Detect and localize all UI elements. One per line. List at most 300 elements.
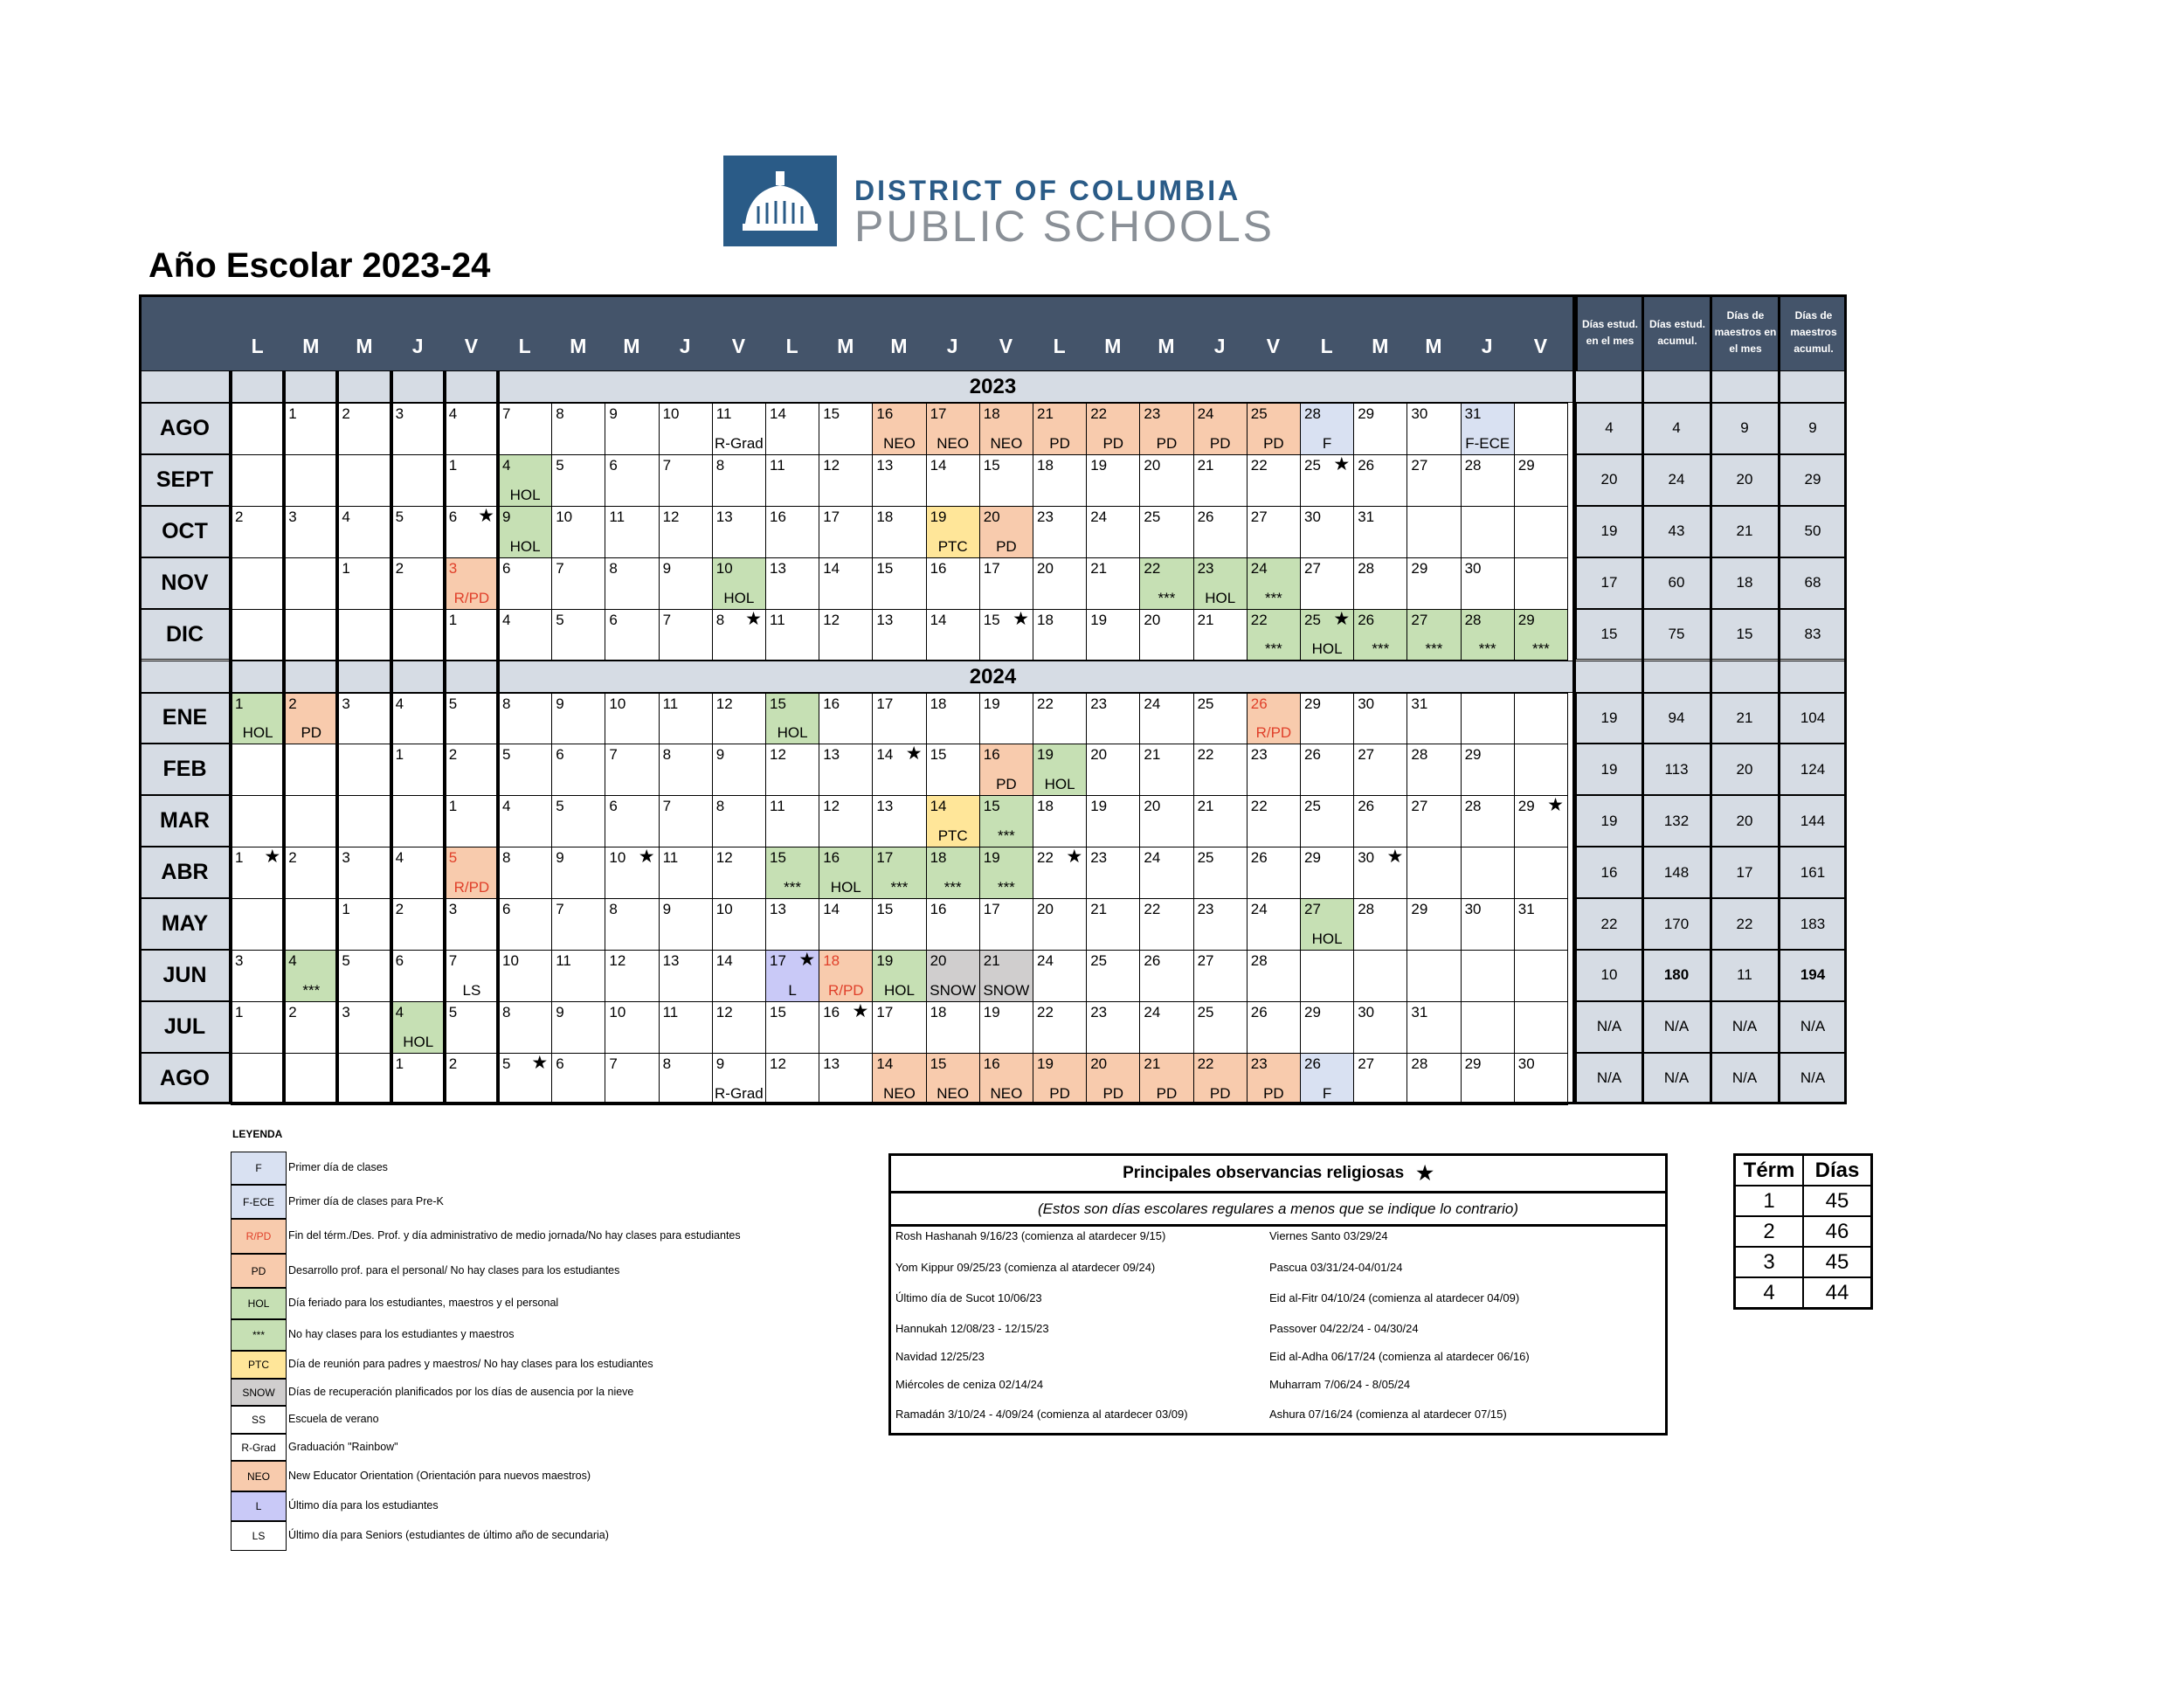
day-number: 26 bbox=[1304, 1055, 1321, 1072]
weekday-header: V bbox=[464, 335, 479, 357]
day-number: 18 bbox=[876, 508, 894, 525]
day-number: 29 bbox=[1304, 849, 1321, 867]
day-number: 3 bbox=[342, 695, 350, 712]
stat-cell: 29 bbox=[1779, 454, 1847, 506]
day-number: 10 bbox=[609, 695, 626, 712]
weekday-header: J bbox=[1213, 335, 1226, 357]
day-number: 27 bbox=[1411, 798, 1428, 815]
observance-item: Passover 04/22/24 - 04/30/24 bbox=[1269, 1322, 1419, 1335]
day-number: 15 bbox=[770, 1003, 786, 1020]
day-number: 17 bbox=[983, 901, 1000, 918]
term-days: 44 bbox=[1803, 1277, 1872, 1309]
month-label: MAR bbox=[139, 795, 231, 847]
day-number: 21 bbox=[1144, 1055, 1161, 1072]
day-number: 22 bbox=[1250, 611, 1268, 628]
observance-item: Último día de Sucot 10/06/23 bbox=[895, 1291, 1042, 1304]
day-number: 15 bbox=[983, 611, 1000, 628]
day-number: 24 bbox=[1037, 952, 1054, 969]
legend-text: Último día para Seniors (estudiantes de último año de secundaria) bbox=[288, 1529, 609, 1541]
day-number: 20 bbox=[1090, 1055, 1108, 1072]
day-code: *** bbox=[784, 879, 802, 896]
day-number: 8 bbox=[556, 405, 564, 422]
religious-observances-box bbox=[888, 1153, 1668, 1435]
legend-code: SNOW bbox=[231, 1379, 287, 1406]
month-label: ABR bbox=[139, 847, 231, 898]
day-number: 7 bbox=[502, 405, 511, 422]
legend-code: NEO bbox=[231, 1461, 287, 1491]
day-number: 11 bbox=[770, 798, 785, 815]
day-number: 5 bbox=[395, 508, 404, 525]
star-icon: ★ bbox=[798, 950, 816, 970]
day-number: 26 bbox=[1250, 695, 1268, 712]
day-code: PD bbox=[996, 776, 1017, 793]
day-code: SNOW bbox=[983, 981, 1030, 999]
day-number: 12 bbox=[715, 695, 733, 712]
stat-cell: 20 bbox=[1711, 744, 1779, 795]
stat-cell: 43 bbox=[1642, 506, 1711, 557]
day-number: 29 bbox=[1464, 1055, 1482, 1072]
legend-text: Último día para los estudiantes bbox=[288, 1499, 439, 1512]
day-number: 20 bbox=[1144, 611, 1161, 628]
day-number: 17 bbox=[983, 559, 1000, 577]
observance-item: Yom Kippur 09/25/23 (comienza al atardecer 09/24) bbox=[895, 1261, 1156, 1274]
day-number: 13 bbox=[823, 746, 840, 764]
dcps-logo bbox=[723, 156, 1275, 251]
legend-text: Escuela de verano bbox=[288, 1413, 379, 1425]
day-number: 4 bbox=[448, 405, 458, 422]
day-number: 20 bbox=[1090, 746, 1108, 764]
stat-cell: 161 bbox=[1779, 847, 1847, 898]
stat-cell: 9 bbox=[1711, 403, 1779, 454]
day-number: 8 bbox=[715, 798, 725, 815]
day-number: 21 bbox=[983, 952, 1000, 969]
day-number: 12 bbox=[715, 849, 733, 867]
day-number: 4 bbox=[395, 695, 404, 712]
observance-item: Navidad 12/25/23 bbox=[895, 1350, 985, 1363]
stat-cell: 132 bbox=[1642, 795, 1711, 847]
stat-cell: 22 bbox=[1711, 898, 1779, 950]
day-number: 3 bbox=[342, 849, 350, 867]
day-code: *** bbox=[997, 879, 1015, 896]
terms-header-days: Días bbox=[1803, 1155, 1872, 1186]
stat-cell: 124 bbox=[1779, 744, 1847, 795]
day-code: R-Grad bbox=[715, 1084, 764, 1102]
term-number: 2 bbox=[1735, 1216, 1804, 1247]
legend-code: LS bbox=[231, 1521, 287, 1551]
day-number: 22 bbox=[1037, 695, 1054, 712]
day-number: 26 bbox=[1358, 456, 1375, 474]
star-icon: ★ bbox=[1386, 847, 1404, 868]
day-number: 11 bbox=[662, 695, 679, 712]
day-code: LS bbox=[462, 981, 481, 999]
day-number: 30 bbox=[1464, 559, 1482, 577]
day-number: 23 bbox=[1197, 559, 1214, 577]
day-number: 6 bbox=[609, 798, 618, 815]
day-number: 12 bbox=[662, 508, 680, 525]
day-number: 26 bbox=[1358, 611, 1375, 628]
day-number: 29 bbox=[1304, 1003, 1321, 1020]
day-number: 22 bbox=[1197, 746, 1214, 764]
day-number: 25 bbox=[1304, 798, 1321, 815]
day-number: 22 bbox=[1197, 1055, 1214, 1072]
day-code: HOL bbox=[830, 879, 861, 896]
weekday-header: M bbox=[1158, 335, 1175, 357]
term-days: 45 bbox=[1803, 1186, 1872, 1216]
weekday-header: L bbox=[1053, 335, 1066, 357]
day-number: 20 bbox=[1037, 559, 1054, 577]
month-label: JUN bbox=[139, 950, 231, 1001]
stat-cell: 17 bbox=[1576, 557, 1642, 609]
day-number: 8 bbox=[662, 1055, 672, 1072]
day-number: 14 bbox=[876, 746, 894, 764]
day-number: 9 bbox=[556, 695, 564, 712]
day-number: 6 bbox=[395, 952, 404, 969]
stat-cell: 170 bbox=[1642, 898, 1711, 950]
weekday-header: M bbox=[570, 335, 587, 357]
stat-cell: 144 bbox=[1779, 795, 1847, 847]
weekday-header: V bbox=[1266, 335, 1281, 357]
day-number: 30 bbox=[1304, 508, 1321, 525]
month-label: OCT bbox=[139, 506, 231, 557]
day-code: PTC bbox=[937, 537, 968, 555]
day-number: 7 bbox=[448, 952, 458, 969]
day-number: 16 bbox=[930, 559, 947, 577]
legend-code: SS bbox=[231, 1406, 287, 1434]
day-number: 29 bbox=[1464, 746, 1482, 764]
day-number: 17 bbox=[930, 405, 947, 422]
day-code: PD bbox=[1263, 1084, 1284, 1102]
day-code: *** bbox=[1425, 640, 1443, 658]
day-code: PD bbox=[1049, 1084, 1070, 1102]
day-number: 5 bbox=[448, 849, 458, 867]
day-number: 16 bbox=[876, 405, 894, 422]
day-number: 18 bbox=[1037, 798, 1054, 815]
day-number: 24 bbox=[1250, 559, 1268, 577]
day-number: 1 bbox=[288, 405, 297, 422]
day-number: 19 bbox=[930, 508, 947, 525]
day-code: PD bbox=[996, 537, 1017, 555]
day-number: 28 bbox=[1250, 952, 1268, 969]
day-number: 19 bbox=[983, 1003, 1000, 1020]
day-code: R/PD bbox=[453, 879, 490, 896]
stat-cell: 20 bbox=[1576, 454, 1642, 506]
day-number: 5 bbox=[342, 952, 350, 969]
day-code: HOL bbox=[1311, 930, 1343, 947]
day-code: HOL bbox=[777, 724, 808, 742]
day-number: 22 bbox=[1090, 405, 1108, 422]
day-number: 30 bbox=[1517, 1055, 1535, 1072]
day-number: 21 bbox=[1090, 559, 1108, 577]
stat-cell: 10 bbox=[1576, 950, 1642, 1001]
day-number: 14 bbox=[930, 611, 947, 628]
stat-cell: 148 bbox=[1642, 847, 1711, 898]
day-number: 19 bbox=[1090, 456, 1108, 474]
day-number: 26 bbox=[1197, 508, 1214, 525]
day-number: 28 bbox=[1464, 611, 1482, 628]
day-number: 5 bbox=[448, 695, 458, 712]
stat-cell: N/A bbox=[1779, 1053, 1847, 1104]
day-number: 1 bbox=[342, 559, 350, 577]
day-number: 26 bbox=[1250, 1003, 1268, 1020]
day-number: 26 bbox=[1250, 849, 1268, 867]
day-number: 31 bbox=[1358, 508, 1375, 525]
day-number: 28 bbox=[1358, 559, 1375, 577]
day-number: 25 bbox=[1090, 952, 1108, 969]
day-number: 1 bbox=[342, 901, 350, 918]
day-code: PTC bbox=[937, 827, 968, 845]
day-number: 11 bbox=[609, 508, 625, 525]
day-number: 5 bbox=[502, 746, 511, 764]
day-number: 23 bbox=[1250, 1055, 1268, 1072]
day-number: 6 bbox=[502, 901, 511, 918]
day-code: F bbox=[1322, 434, 1332, 452]
stat-cell: 113 bbox=[1642, 744, 1711, 795]
day-number: 7 bbox=[609, 746, 618, 764]
observance-item: Eid al-Fitr 04/10/24 (comienza al atardecer 04/09) bbox=[1269, 1291, 1520, 1304]
day-number: 29 bbox=[1411, 559, 1428, 577]
day-number: 23 bbox=[1090, 695, 1108, 712]
day-number: 16 bbox=[823, 849, 840, 867]
day-number: 23 bbox=[1037, 508, 1054, 525]
table-row bbox=[1735, 1247, 1872, 1277]
day-number: 15 bbox=[930, 1055, 947, 1072]
day-code: R/PD bbox=[1255, 724, 1292, 742]
day-number: 6 bbox=[502, 559, 511, 577]
day-number: 8 bbox=[609, 559, 618, 577]
day-number: 29 bbox=[1411, 901, 1428, 918]
month-label: AGO bbox=[139, 1053, 231, 1104]
day-number: 12 bbox=[770, 1055, 786, 1072]
day-number: 14 bbox=[715, 952, 733, 969]
star-icon: ★ bbox=[1416, 1162, 1434, 1184]
weekday-header: V bbox=[1533, 335, 1548, 357]
day-number: 7 bbox=[609, 1055, 618, 1072]
day-number: 1 bbox=[235, 849, 244, 867]
calendar-frame bbox=[139, 294, 1847, 1104]
star-icon: ★ bbox=[745, 608, 762, 629]
day-number: 18 bbox=[930, 695, 947, 712]
day-number: 4 bbox=[502, 798, 511, 815]
day-code: HOL bbox=[242, 724, 273, 742]
day-number: 8 bbox=[715, 456, 725, 474]
day-code: HOL bbox=[723, 589, 755, 606]
stat-cell: 194 bbox=[1779, 950, 1847, 1001]
page-title: Año Escolar 2023-24 bbox=[149, 246, 491, 285]
day-number: 3 bbox=[448, 559, 458, 577]
day-number: 10 bbox=[609, 849, 626, 867]
day-number: 1 bbox=[235, 695, 244, 712]
day-number: 9 bbox=[715, 746, 725, 764]
day-number: 17 bbox=[823, 508, 840, 525]
day-number: 19 bbox=[983, 849, 1000, 867]
legend-code: R-Grad bbox=[231, 1434, 287, 1461]
day-number: 27 bbox=[1304, 559, 1321, 577]
day-number: 28 bbox=[1411, 746, 1428, 764]
day-number: 2 bbox=[448, 746, 458, 764]
day-number: 9 bbox=[662, 901, 672, 918]
stat-cell: 15 bbox=[1711, 609, 1779, 661]
day-number: 7 bbox=[556, 901, 564, 918]
legend-code: PTC bbox=[231, 1351, 287, 1379]
day-number: 1 bbox=[235, 1003, 244, 1020]
day-number: 13 bbox=[770, 559, 786, 577]
stat-cell: 183 bbox=[1779, 898, 1847, 950]
day-number: 25 bbox=[1197, 695, 1214, 712]
day-number: 15 bbox=[823, 405, 840, 422]
day-code: PD bbox=[301, 724, 322, 742]
weekday-header: M bbox=[890, 335, 908, 357]
legend-title: LEYENDA bbox=[232, 1128, 283, 1140]
day-code: PD bbox=[1156, 434, 1178, 452]
day-number: 5 bbox=[556, 798, 564, 815]
day-code: SNOW bbox=[930, 981, 977, 999]
day-number: 30 bbox=[1358, 695, 1375, 712]
day-number: 2 bbox=[288, 1003, 297, 1020]
day-number: 9 bbox=[662, 559, 672, 577]
day-number: 13 bbox=[715, 508, 733, 525]
stat-cell: 19 bbox=[1576, 795, 1642, 847]
day-number: 29 bbox=[1517, 798, 1535, 815]
day-number: 18 bbox=[930, 849, 947, 867]
day-number: 23 bbox=[1144, 405, 1161, 422]
day-number: 10 bbox=[662, 405, 680, 422]
legend-text: Fin del térm./Des. Prof. y día administrativo de medio jornada/No hay clases para estudiantes bbox=[288, 1229, 741, 1242]
legend-code: F-ECE bbox=[231, 1185, 287, 1219]
day-number: 10 bbox=[609, 1003, 626, 1020]
weekday-header: M bbox=[302, 335, 320, 357]
stat-header: Días estud. acumul. bbox=[1642, 294, 1711, 370]
day-number: 16 bbox=[823, 1003, 840, 1020]
day-number: 13 bbox=[662, 952, 680, 969]
weekday-header: M bbox=[1372, 335, 1389, 357]
day-number: 16 bbox=[983, 1055, 1000, 1072]
observances-subtitle: (Estos son días escolares regulares a menos que se indique lo contrario) bbox=[891, 1193, 1665, 1227]
day-number: 14 bbox=[930, 456, 947, 474]
day-number: 14 bbox=[930, 798, 947, 815]
weekday-header: V bbox=[731, 335, 746, 357]
day-code: *** bbox=[1264, 640, 1282, 658]
star-icon: ★ bbox=[264, 847, 281, 868]
day-number: 1 bbox=[448, 611, 458, 628]
day-number: 26 bbox=[1144, 952, 1161, 969]
day-number: 19 bbox=[1037, 746, 1054, 764]
stat-cell: 18 bbox=[1711, 557, 1779, 609]
stat-header: Días estud. en el mes bbox=[1576, 294, 1642, 370]
day-number: 1 bbox=[395, 746, 404, 764]
day-number: 16 bbox=[823, 695, 840, 712]
weekday-header: L bbox=[251, 335, 264, 357]
day-number: 30 bbox=[1358, 1003, 1375, 1020]
month-label: JUL bbox=[139, 1001, 231, 1053]
month-label: SEPT bbox=[139, 454, 231, 506]
day-number: 14 bbox=[876, 1055, 894, 1072]
stat-cell: N/A bbox=[1576, 1001, 1642, 1053]
day-code: HOL bbox=[884, 981, 915, 999]
day-number: 25 bbox=[1197, 1003, 1214, 1020]
day-number: 28 bbox=[1464, 798, 1482, 815]
weekday-header: M bbox=[623, 335, 640, 357]
day-code: *** bbox=[1264, 589, 1282, 606]
day-number: 3 bbox=[288, 508, 297, 525]
day-code: *** bbox=[1531, 640, 1550, 658]
day-number: 2 bbox=[342, 405, 350, 422]
legend-text: Día de reunión para padres y maestros/ No hay clases para los estudiantes bbox=[288, 1358, 653, 1370]
year-header: 2024 bbox=[139, 661, 1847, 693]
table-row bbox=[1735, 1186, 1872, 1216]
day-number: 9 bbox=[715, 1055, 725, 1072]
stat-cell: 94 bbox=[1642, 693, 1711, 744]
month-label: ENE bbox=[139, 693, 231, 744]
stat-cell: 21 bbox=[1711, 693, 1779, 744]
day-number: 14 bbox=[770, 405, 786, 422]
stat-cell: 24 bbox=[1642, 454, 1711, 506]
day-number: 5 bbox=[448, 1003, 458, 1020]
stat-cell: 83 bbox=[1779, 609, 1847, 661]
day-code: HOL bbox=[1044, 776, 1075, 793]
day-code: HOL bbox=[509, 537, 541, 555]
star-icon: ★ bbox=[531, 1052, 549, 1073]
day-number: 21 bbox=[1144, 746, 1161, 764]
day-number: 22 bbox=[1144, 901, 1161, 918]
day-code: NEO bbox=[990, 1084, 1023, 1102]
day-number: 17 bbox=[876, 849, 894, 867]
day-number: 4 bbox=[395, 849, 404, 867]
day-number: 25 bbox=[1197, 849, 1214, 867]
day-number: 27 bbox=[1411, 611, 1428, 628]
legend-text: Graduación "Rainbow" bbox=[288, 1440, 398, 1453]
month-label: AGO bbox=[139, 403, 231, 454]
star-icon: ★ bbox=[852, 1000, 869, 1021]
legend-text: Días de recuperación planificados por los días de ausencia por la nieve bbox=[288, 1385, 634, 1398]
weekday-header: M bbox=[837, 335, 854, 357]
day-number: 2 bbox=[395, 559, 404, 577]
weekday-header: J bbox=[411, 335, 424, 357]
star-icon: ★ bbox=[638, 847, 655, 868]
day-code: HOL bbox=[509, 486, 541, 503]
stat-cell: N/A bbox=[1642, 1053, 1711, 1104]
day-number: 24 bbox=[1197, 405, 1214, 422]
day-number: 30 bbox=[1464, 901, 1482, 918]
day-number: 2 bbox=[288, 695, 297, 712]
day-code: R/PD bbox=[827, 981, 864, 999]
day-number: 12 bbox=[823, 611, 840, 628]
day-number: 17 bbox=[876, 695, 894, 712]
day-number: 18 bbox=[1037, 456, 1054, 474]
day-number: 8 bbox=[502, 849, 511, 867]
day-number: 21 bbox=[1197, 456, 1214, 474]
day-number: 17 bbox=[770, 952, 786, 969]
day-code: NEO bbox=[883, 434, 916, 452]
day-number: 23 bbox=[1090, 1003, 1108, 1020]
legend-code: HOL bbox=[231, 1288, 287, 1319]
day-number: 19 bbox=[1090, 798, 1108, 815]
day-number: 21 bbox=[1197, 798, 1214, 815]
stat-cell: N/A bbox=[1711, 1001, 1779, 1053]
day-number: 8 bbox=[502, 695, 511, 712]
weekday-header: L bbox=[785, 335, 798, 357]
day-number: 2 bbox=[395, 901, 404, 918]
day-number: 27 bbox=[1250, 508, 1268, 525]
day-number: 22 bbox=[1037, 1003, 1054, 1020]
day-number: 25 bbox=[1250, 405, 1268, 422]
day-number: 22 bbox=[1144, 559, 1161, 577]
day-number: 11 bbox=[662, 1003, 679, 1020]
stat-cell: 22 bbox=[1576, 898, 1642, 950]
day-code: PD bbox=[1209, 434, 1231, 452]
day-code: *** bbox=[1478, 640, 1496, 658]
star-icon: ★ bbox=[1333, 453, 1351, 474]
logo-line2: PUBLIC SCHOOLS bbox=[854, 202, 1275, 251]
